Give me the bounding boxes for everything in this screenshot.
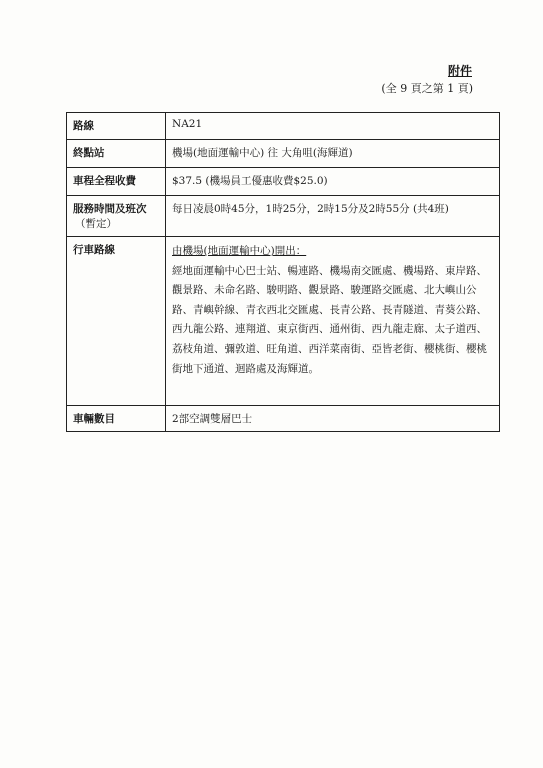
table-row-terminals — [67, 140, 500, 168]
annex-label: 附件 — [447, 64, 472, 78]
service-label-cell — [67, 196, 166, 237]
route-label: 路線 — [67, 113, 166, 140]
table-row-service — [67, 196, 500, 237]
vehicles-value: 2部空調雙層巴士 — [166, 406, 500, 432]
fare-label: 車程全程收費 — [67, 168, 166, 196]
routing-heading: 由機場(地面運輸中心)開出： — [172, 245, 307, 257]
vehicles-label: 車輛數目 — [67, 406, 166, 432]
page-info: (全 9 頁之第 1 頁) — [381, 82, 473, 95]
route-value: NA21 — [166, 113, 500, 140]
service-label-note: （暫定） — [75, 218, 117, 230]
routing-value — [166, 237, 500, 406]
table-row-vehicles — [67, 406, 500, 432]
terminals-value: 機場(地面運輸中心) 往 大角咀(海輝道) — [166, 140, 500, 168]
table-row-routing — [67, 237, 500, 406]
fare-value: $37.5 (機場員工優惠收費$25.0) — [166, 168, 500, 196]
terminals-label: 終點站 — [67, 140, 166, 168]
routing-body: 經地面運輸中心巴士站、暢連路、機場南交匯處、機場路、東岸路、觀景路、未命名路、駿明路、觀景路、駿運路交匯處、北大嶼山公路、青嶼幹線、青衣西北交匯處、長青公路、長青隧道、青葵公路、西九龍公路、連翔道、東京街西、通州街、西九龍走廊、太子道西、荔枝角道、彌敦道、旺角道、西洋菜南街、亞皆老街、櫻桃街、櫻桃街地下通道、迴路處及海輝道。 — [172, 264, 487, 375]
service-label: 服務時間及班次 — [73, 203, 147, 215]
service-value: 每日凌晨0時45分，1時25分，2時15分及2時55分 (共4班) — [166, 196, 500, 237]
routing-label: 行車路線 — [67, 237, 166, 406]
table-row-route — [67, 113, 500, 140]
route-table — [66, 112, 500, 432]
table-row-fare — [67, 168, 500, 196]
